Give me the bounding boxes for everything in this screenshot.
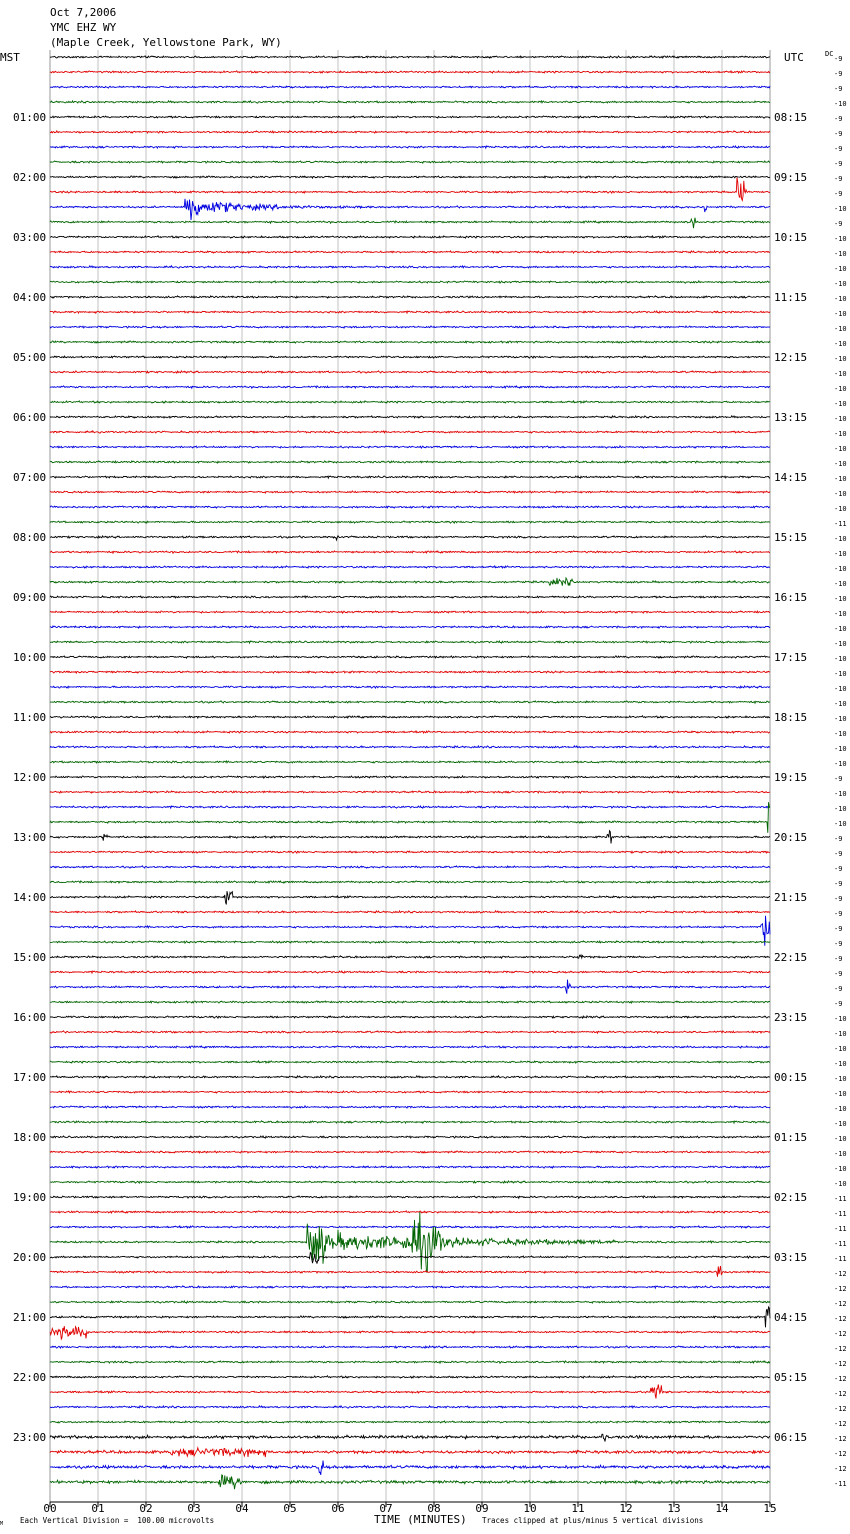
dc-offset-label: -10 [834,715,847,723]
trace-row [50,56,770,58]
dc-offset-label: -9 [834,940,843,948]
dc-offset-label: -10 [834,565,847,573]
dc-offset-label: -10 [834,430,847,438]
dc-offset-label: -9 [834,190,843,198]
trace-row [50,955,770,958]
trace-row [50,506,770,508]
trace-row [50,566,770,568]
left-hour-label: 04:00 [13,291,47,304]
dc-offset-label: -10 [834,460,847,468]
right-hour-label: 04:15 [774,1311,808,1324]
right-hour-label: 12:15 [774,351,808,364]
trace-row [50,791,770,793]
trace-row [50,356,770,358]
x-tick-label: 13 [667,1502,681,1515]
trace-row [50,416,770,418]
dc-offset-label: -10 [834,640,847,648]
dc-offset-label: -9 [834,85,843,93]
dc-offset-label: -10 [834,1015,847,1023]
x-tick-label: 12 [619,1502,633,1515]
right-hour-labels [774,111,807,1444]
x-tick-label: 11 [571,1502,585,1515]
trace-row [50,596,770,598]
trace-row [50,1475,770,1489]
dc-offset-label: -10 [834,625,847,633]
trace-row [50,980,770,994]
right-hour-label: 03:15 [774,1251,808,1264]
dc-offset-label: -10 [834,385,847,393]
dc-offset-label: -10 [834,730,847,738]
right-hour-label: 11:15 [774,291,808,304]
trace-row [50,1307,770,1327]
dc-offset-label: -10 [834,1075,847,1083]
right-hour-label: 02:15 [774,1191,808,1204]
x-tick-label: 04 [235,1502,249,1515]
trace-row [50,916,770,946]
dc-offset-label: -12 [834,1420,847,1428]
dc-offset-label: -9 [834,880,843,888]
trace-row [50,1434,770,1441]
trace-row [50,641,770,643]
dc-offset-label: -12 [834,1285,847,1293]
dc-offset-label: -10 [834,490,847,498]
trace-row [50,371,770,373]
x-tick-label: 01 [91,1502,105,1515]
dc-offset-label: -9 [834,910,843,918]
trace-row [50,311,770,313]
dc-offset-label: -10 [834,265,847,273]
dc-offset-label: -10 [834,1030,847,1038]
trace-row [50,881,770,883]
dc-offset-label: -12 [834,1450,847,1458]
trace-row [50,716,770,718]
left-hour-label: 12:00 [13,771,47,784]
trace-row [50,446,770,448]
trace-row [50,1151,770,1153]
dc-offset-label: -9 [834,865,843,873]
trace-row [50,1461,770,1475]
dc-offset-label: -12 [834,1315,847,1323]
trace-row [50,341,770,343]
dc-offset-label: -10 [834,685,847,693]
trace-row [50,131,770,133]
left-hour-label: 17:00 [13,1071,47,1084]
dc-offset-label: -10 [834,505,847,513]
trace-row [50,1211,770,1213]
x-tick-label: 14 [715,1502,729,1515]
dc-offset-label: -10 [834,1120,847,1128]
right-hour-label: 18:15 [774,711,808,724]
trace-row [50,578,770,586]
right-hour-label: 10:15 [774,231,808,244]
trace-row [50,161,770,163]
left-hour-label: 15:00 [13,951,47,964]
trace-row [50,461,770,463]
trace-row [50,656,770,658]
trace-row [50,431,770,433]
dc-offset-label: -12 [834,1270,847,1278]
dc-offset-label: -10 [834,745,847,753]
trace-row [50,218,770,229]
dc-offset-label: -9 [834,970,843,978]
dc-offset-label: -11 [834,1210,847,1218]
dc-offset-label: -10 [834,370,847,378]
dc-offset-label: -10 [834,280,847,288]
right-hour-label: 14:15 [774,471,808,484]
dc-offset-label: -10 [834,475,847,483]
trace-row [50,326,770,328]
dc-offset-label: -10 [834,400,847,408]
dc-offset-label: -10 [834,310,847,318]
clip-note: Traces clipped at plus/minus 5 vertical divisions [482,1516,704,1525]
trace-row [50,521,770,523]
x-tick-label: 15 [763,1502,777,1515]
dc-offset-label: -12 [834,1435,847,1443]
x-tick-label: 07 [379,1502,393,1515]
trace-row [50,1106,770,1108]
dc-offset-label: -10 [834,760,847,768]
trace-row [50,911,770,913]
trace-row [50,1212,770,1272]
dc-offset-label: -9 [834,955,843,963]
dc-offset-label: -10 [834,1150,847,1158]
trace-row [50,551,770,553]
left-hour-label: 14:00 [13,891,47,904]
trace-row [50,536,770,540]
dc-offset-label: -9 [834,1000,843,1008]
left-hour-label: 21:00 [13,1311,47,1324]
dc-offset-label: -11 [834,1240,847,1248]
dc-offset-label: -10 [834,820,847,828]
dc-offset-label: -10 [834,1060,847,1068]
x-tick-label: 08 [427,1502,441,1515]
trace-row [50,746,770,748]
dc-offset-label: -10 [834,1165,847,1173]
trace-row [50,806,770,808]
dc-offset-label: -12 [834,1405,847,1413]
trace-row [50,178,770,201]
right-hour-label: 20:15 [774,831,808,844]
dc-offset-label: -10 [834,415,847,423]
dc-offset-label: -9 [834,130,843,138]
dc-offset-label: -12 [834,1465,847,1473]
trace-row [50,831,770,844]
trace-row [50,1001,770,1003]
dc-offset-label: -10 [834,790,847,798]
dc-offset-label: -10 [834,700,847,708]
dc-offset-label: -12 [834,1360,847,1368]
dc-offset-label: -10 [834,655,847,663]
trace-row [50,176,770,178]
dc-offset-label: -11 [834,1255,847,1263]
trace-row [50,1376,770,1378]
trace-row [50,71,770,73]
dc-offset-label: -10 [834,805,847,813]
right-hour-label: 21:15 [774,891,808,904]
trace-row [50,1286,770,1288]
trace-row [50,491,770,493]
trace-row [50,281,770,283]
left-hour-label: 13:00 [13,831,47,844]
dc-offset-label: -10 [834,1090,847,1098]
dc-offset-label: -10 [834,595,847,603]
header-date: Oct 7,2006 [50,6,117,19]
left-hour-label: 08:00 [13,531,47,544]
trace-row [50,1266,770,1277]
trace-row [50,701,770,703]
trace-row [50,401,770,403]
trace-row [50,851,770,853]
dc-offset-label: -9 [834,145,843,153]
left-hour-label: 10:00 [13,651,47,664]
right-hour-label: 15:15 [774,531,808,544]
right-hour-label: 00:15 [774,1071,808,1084]
trace-row [50,86,770,88]
x-tick-label: 03 [187,1502,201,1515]
right-hour-label: 22:15 [774,951,808,964]
trace-row [50,1421,770,1423]
x-tick-label: 10 [523,1502,537,1515]
left-hour-label: 02:00 [13,171,47,184]
trace-row [50,266,770,268]
left-hour-label: 09:00 [13,591,47,604]
dc-offset-label: -10 [834,325,847,333]
dc-offset-label: -10 [834,670,847,678]
left-hour-label: 19:00 [13,1191,47,1204]
dc-offset-label: -10 [834,355,847,363]
trace-row [50,761,770,763]
dc-offset-label: -9 [834,175,843,183]
trace-row [50,671,770,673]
right-hour-label: 09:15 [774,171,808,184]
dc-offset-label: -10 [834,445,847,453]
left-hour-label: 01:00 [13,111,47,124]
trace-row [50,971,770,973]
right-hour-label: 17:15 [774,651,808,664]
trace-row [50,1046,770,1048]
left-hour-label: 20:00 [13,1251,47,1264]
right-timezone-label: UTC [784,51,804,64]
trace-row [50,236,770,238]
dc-offset-label: -9 [834,925,843,933]
dc-offset-label: -11 [834,1225,847,1233]
dc-offset-label: -10 [834,340,847,348]
trace-row [50,1121,770,1123]
dc-offset-label: -10 [834,1180,847,1188]
trace-row [50,611,770,613]
trace-row [50,386,770,388]
dc-offset-label: -12 [834,1330,847,1338]
x-tick-label: 05 [283,1502,297,1515]
trace-row [50,626,770,628]
trace-row [50,101,770,103]
trace-row [50,1253,770,1264]
trace-row [50,199,770,220]
dc-offset-label: -10 [834,295,847,303]
left-hour-label: 05:00 [13,351,47,364]
left-hour-label: 16:00 [13,1011,47,1024]
trace-row [50,251,770,253]
trace-row [50,1061,770,1063]
trace-row [50,1016,770,1018]
dc-offset-label: -9 [834,160,843,168]
left-hour-label: 23:00 [13,1431,47,1444]
trace-row [50,1448,770,1457]
dc-offset-label: -10 [834,235,847,243]
trace-rows [50,56,770,1489]
trace-row [50,1226,770,1228]
trace-row [50,1361,770,1363]
trace-row [50,1326,770,1339]
trace-row [50,686,770,688]
trace-row [50,1196,770,1198]
trace-row [50,476,770,478]
dc-offset-label: -12 [834,1300,847,1308]
right-hour-label: 23:15 [774,1011,808,1024]
dc-offset-label: -10 [834,205,847,213]
trace-row [50,866,770,868]
dc-offset-label: -9 [834,70,843,78]
trace-row [50,296,770,298]
trace-row [50,1346,770,1348]
x-axis-title: TIME (MINUTES) [374,1513,467,1526]
dc-offset-label: -12 [834,1390,847,1398]
trace-row [50,1031,770,1033]
dc-offset-label: -10 [834,1105,847,1113]
trace-row [50,941,770,943]
left-hour-label: 11:00 [13,711,47,724]
dc-offset-label: -12 [834,1375,847,1383]
trace-row [50,1406,770,1408]
right-hour-label: 16:15 [774,591,808,604]
dc-offset-label: -10 [834,580,847,588]
trace-row [50,1136,770,1138]
trace-row [50,731,770,733]
dc-offset-label: -9 [834,220,843,228]
dc-offset-label: -10 [834,1135,847,1143]
dc-offset-label: -9 [834,850,843,858]
header-station: YMC EHZ WY [50,21,117,34]
dc-offset-label: -9 [834,115,843,123]
trace-row [50,891,770,904]
trace-row [50,1076,770,1078]
dc-offset-labels [834,55,847,1488]
x-tick-label: 02 [139,1502,153,1515]
dc-offset-label: -10 [834,100,847,108]
trace-row [50,1384,770,1398]
trace-row [50,1166,770,1168]
trace-row [50,1301,770,1303]
right-hour-label: 06:15 [774,1431,808,1444]
dc-offset-label: -10 [834,610,847,618]
dc-offset-label: -9 [834,775,843,783]
left-hour-label: 18:00 [13,1131,47,1144]
dc-offset-label: -11 [834,1195,847,1203]
trace-row [50,116,770,118]
x-tick-label: 06 [331,1502,345,1515]
trace-row [50,776,770,778]
dc-offset-label: -10 [834,1045,847,1053]
right-hour-label: 08:15 [774,111,808,124]
left-timezone-label: MST [0,51,20,64]
left-hour-label: 07:00 [13,471,47,484]
corner-mark: M [0,1521,4,1527]
header-location: (Maple Creek, Yellowstone Park, WY) [50,36,282,49]
dc-offset-label: -12 [834,1345,847,1353]
dc-offset-label: -11 [834,520,847,528]
dc-offset-label: -9 [834,835,843,843]
trace-row [50,146,770,148]
dc-label: DC [825,50,834,58]
scale-note: Each Vertical Division = 100.00 microvolts [20,1516,215,1525]
dc-offset-label: -11 [834,1480,847,1488]
right-hour-label: 05:15 [774,1371,808,1384]
dc-offset-label: -9 [834,55,843,63]
dc-offset-label: -9 [834,895,843,903]
dc-offset-label: -10 [834,535,847,543]
x-tick-label: 00 [43,1502,57,1515]
left-hour-label: 03:00 [13,231,47,244]
left-hour-label: 06:00 [13,411,47,424]
left-hour-label: 22:00 [13,1371,47,1384]
right-hour-label: 01:15 [774,1131,808,1144]
right-hour-label: 19:15 [774,771,808,784]
dc-offset-label: -10 [834,250,847,258]
trace-row [50,1091,770,1093]
left-hour-labels [13,111,46,1444]
dc-offset-label: -9 [834,985,843,993]
x-tick-label: 09 [475,1502,489,1515]
right-hour-label: 13:15 [774,411,808,424]
dc-offset-label: -10 [834,550,847,558]
trace-row [50,1181,770,1183]
